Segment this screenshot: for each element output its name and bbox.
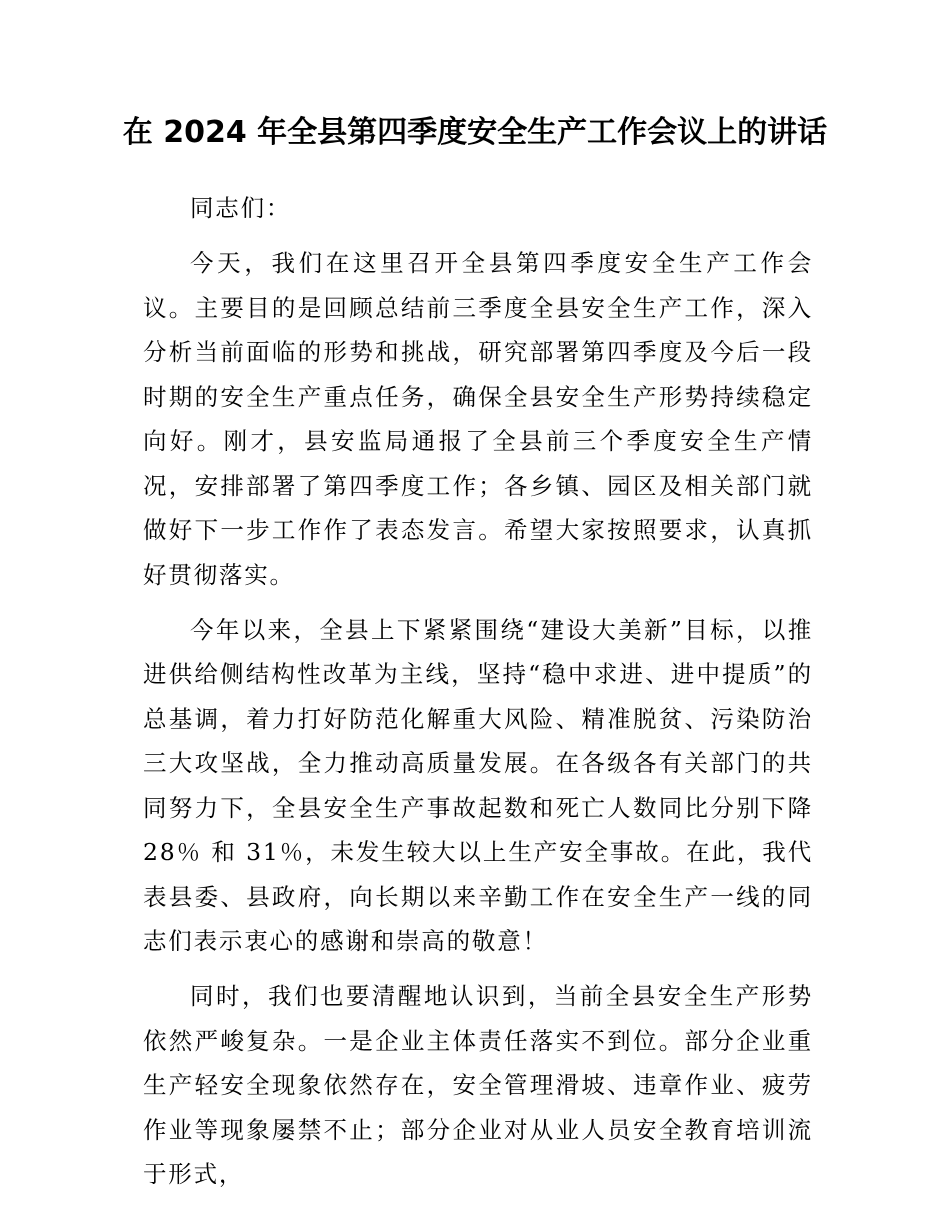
body-paragraph: 今年以来，全县上下紧紧围绕“建设大美新”目标，以推进供给侧结构性改革为主线，坚持“稳中求进、进中提质”的总基调，着力打好防范化解重大风险、精准脱贫、污染防治三大攻坚战，全力推动高质量发展。在各级各有关部门的共同努力下，全县安全生产事故起数和死亡人数同比分别下降 28％ 和 31％，未发生较大以上生产安全事故。在此，我代表县委、县政府，向长期以来辛勤工作在安全生产一线的同志们表示衷心的感谢和崇高的敬意！: [143, 615, 813, 955]
salutation-paragraph: 同志们：: [190, 194, 292, 222]
body-paragraph: 今天，我们在这里召开全县第四季度安全生产工作会议。主要目的是回顾总结前三季度全县安全生产工作，深入分析当前面临的形势和挑战，研究部署第四季度及今后一段时期的安全生产重点任务，确保全县安全生产形势持续稳定向好。刚才，县安监局通报了全县前三个季度安全生产情况，安排部署了第四季度工作；各乡镇、园区及相关部门就做好下一步工作作了表态发言。希望大家按照要求，认真抓好贯彻落实。: [143, 249, 813, 589]
body-paragraph: 同时，我们也要清醒地认识到，当前全县安全生产形势依然严峻复杂。一是企业主体责任落实不到位。部分企业重生产轻安全现象依然存在，安全管理滑坡、违章作业、疲劳作业等现象屡禁不止；部分企业对从业人员安全教育培训流于形式，: [143, 982, 813, 1188]
document-body: [143, 186, 813, 1207]
document-title: 在 2024 年全县第四季度安全生产工作会议上的讲话: [122, 115, 828, 150]
